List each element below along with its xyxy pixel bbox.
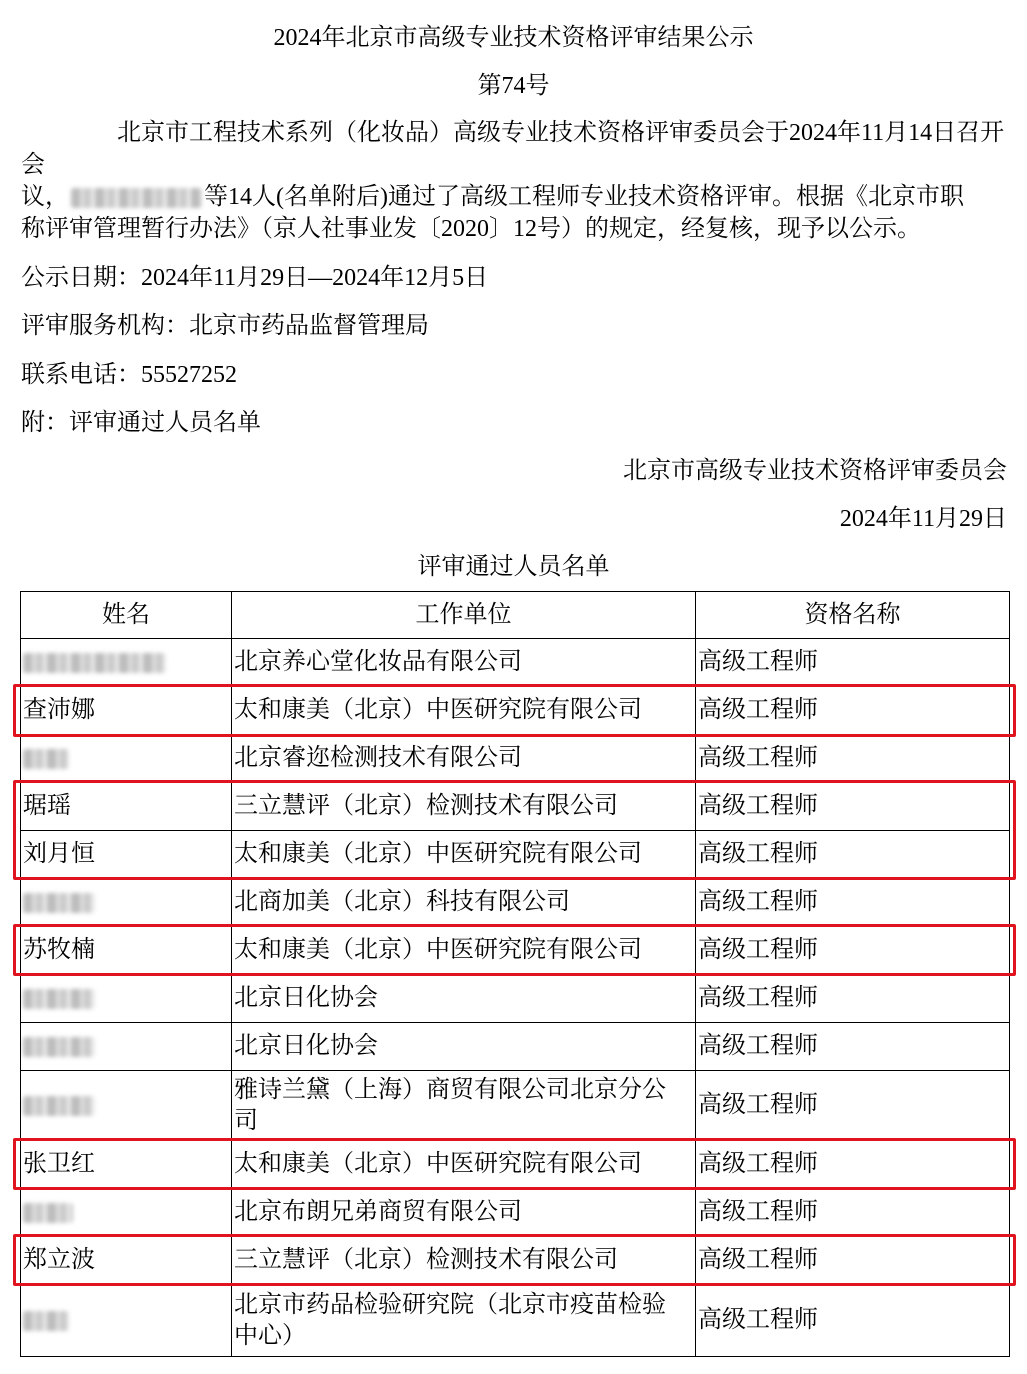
blurred-name	[23, 1037, 95, 1057]
table-caption: 评审通过人员名单	[417, 554, 610, 580]
name-cell	[21, 639, 232, 687]
blurred-name	[71, 188, 202, 208]
name-cell	[21, 735, 232, 783]
name-cell	[21, 1189, 232, 1237]
table-row	[21, 1023, 1010, 1071]
unit-text: 太和康美（北京）中医研究院有限公司	[234, 841, 642, 867]
blurred-name	[23, 1203, 73, 1223]
contact-phone-value: 55527252	[141, 362, 237, 388]
body-line-3-prefix: 议，	[21, 184, 69, 210]
qualification-cell: 高级工程师	[696, 831, 1010, 879]
unit-text: 太和康美（北京）中医研究院有限公司	[234, 937, 642, 963]
service-org-label: 评审服务机构：	[21, 313, 189, 339]
table-row	[21, 1071, 1010, 1141]
unit-cell	[232, 735, 696, 783]
notice-period-value: 2024年11月29日—2024年12月5日	[141, 265, 489, 291]
document-title: 2024年北京市高级专业技术资格评审结果公示	[273, 25, 754, 51]
unit-text: 北京布朗兄弟商贸有限公司	[234, 1199, 522, 1225]
name-cell: 琚瑶	[21, 783, 232, 831]
service-org	[21, 310, 429, 342]
attachment-note	[21, 407, 261, 439]
name-cell	[21, 1285, 232, 1357]
qualification-cell: 高级工程师	[696, 687, 1010, 735]
body-line-3	[21, 181, 964, 213]
unit-text: 太和康美（北京）中医研究院有限公司	[234, 1151, 642, 1177]
roster-table	[20, 591, 1010, 1357]
name-cell	[21, 879, 232, 927]
body-line-1: 北京市工程技术系列（化妆品）高级专业技术资格评审委员会于2024年11月14日召开	[117, 120, 1005, 146]
unit-text: 三立慧评（北京）检测技术有限公司	[234, 793, 618, 819]
unit-text: 北京睿迩检测技术有限公司	[234, 745, 522, 771]
table-row	[21, 735, 1010, 783]
signature-org: 北京市高级专业技术资格评审委员会	[623, 458, 1007, 484]
notice-period	[21, 262, 488, 294]
qualification-cell: 高级工程师	[696, 1189, 1010, 1237]
name-cell	[21, 975, 232, 1023]
unit-text: 北京日化协会	[234, 1033, 378, 1059]
blurred-name	[23, 1311, 69, 1331]
name-cell: 郑立波	[21, 1237, 232, 1285]
table-row	[21, 1189, 1010, 1237]
service-org-value: 北京市药品监督管理局	[189, 313, 429, 339]
qualification-cell: 高级工程师	[696, 1071, 1010, 1141]
table-header-row	[21, 592, 1010, 639]
unit-text: 北京日化协会	[234, 985, 378, 1011]
unit-cell	[232, 975, 696, 1023]
blurred-name	[23, 989, 95, 1009]
unit-text: 三立慧评（北京）检测技术有限公司	[234, 1247, 618, 1273]
body-line-2: 会	[21, 152, 45, 178]
unit-cell	[232, 687, 696, 735]
qualification-cell: 高级工程师	[696, 1237, 1010, 1285]
table-row	[21, 879, 1010, 927]
table-row	[21, 1141, 1010, 1189]
name-cell: 张卫红	[21, 1141, 232, 1189]
blurred-name	[23, 749, 69, 769]
qualification-cell: 高级工程师	[696, 879, 1010, 927]
unit-text: 北京市药品检验研究院（北京市疫苗检验中心）	[234, 1291, 666, 1349]
header-name: 姓名	[21, 592, 232, 639]
table-row	[21, 975, 1010, 1023]
blurred-name	[23, 653, 166, 673]
blurred-name	[23, 893, 95, 913]
qualification-cell: 高级工程师	[696, 735, 1010, 783]
unit-cell	[232, 1023, 696, 1071]
name-cell	[21, 1071, 232, 1141]
unit-cell	[232, 927, 696, 975]
name-cell: 刘月恒	[21, 831, 232, 879]
attachment-label: 附：	[21, 410, 69, 436]
unit-cell	[232, 783, 696, 831]
qualification-cell: 高级工程师	[696, 1141, 1010, 1189]
body-line-4: 称评审管理暂行办法》（京人社事业发〔2020〕12号）的规定，经复核，现予以公示。	[21, 216, 921, 242]
table-row	[21, 1237, 1010, 1285]
name-cell: 苏牧楠	[21, 927, 232, 975]
unit-cell	[232, 1237, 696, 1285]
unit-cell	[232, 1071, 696, 1141]
document-number: 第74号	[477, 73, 550, 99]
table-row	[21, 927, 1010, 975]
name-cell	[21, 1023, 232, 1071]
contact-phone-label: 联系电话：	[21, 362, 141, 388]
unit-cell	[232, 639, 696, 687]
qualification-cell: 高级工程师	[696, 975, 1010, 1023]
notice-period-label: 公示日期：	[21, 265, 141, 291]
body-line-3-suffix: 等14人(名单附后)通过了高级工程师专业技术资格评审。根据《北京市职	[204, 184, 964, 210]
qualification-cell: 高级工程师	[696, 1023, 1010, 1071]
unit-cell	[232, 1189, 696, 1237]
unit-cell	[232, 831, 696, 879]
table-row	[21, 783, 1010, 831]
unit-cell	[232, 1141, 696, 1189]
unit-text: 太和康美（北京）中医研究院有限公司	[234, 697, 642, 723]
unit-cell	[232, 879, 696, 927]
table-row	[21, 1285, 1010, 1357]
blurred-name	[23, 1096, 95, 1116]
table-row	[21, 639, 1010, 687]
qualification-cell: 高级工程师	[696, 639, 1010, 687]
unit-text: 雅诗兰黛（上海）商贸有限公司北京分公司	[234, 1076, 666, 1134]
qualification-cell: 高级工程师	[696, 1285, 1010, 1357]
header-qualification: 资格名称	[696, 592, 1010, 639]
header-unit: 工作单位	[232, 592, 696, 639]
attachment-value: 评审通过人员名单	[69, 410, 261, 436]
unit-cell	[232, 1285, 696, 1357]
qualification-cell: 高级工程师	[696, 927, 1010, 975]
qualification-cell: 高级工程师	[696, 783, 1010, 831]
contact-phone	[21, 359, 237, 391]
name-cell: 查沛娜	[21, 687, 232, 735]
unit-text: 北京养心堂化妆品有限公司	[234, 649, 522, 675]
signature-date: 2024年11月29日	[839, 506, 1007, 532]
unit-text: 北商加美（北京）科技有限公司	[234, 889, 570, 915]
table-row	[21, 831, 1010, 879]
table-row	[21, 687, 1010, 735]
